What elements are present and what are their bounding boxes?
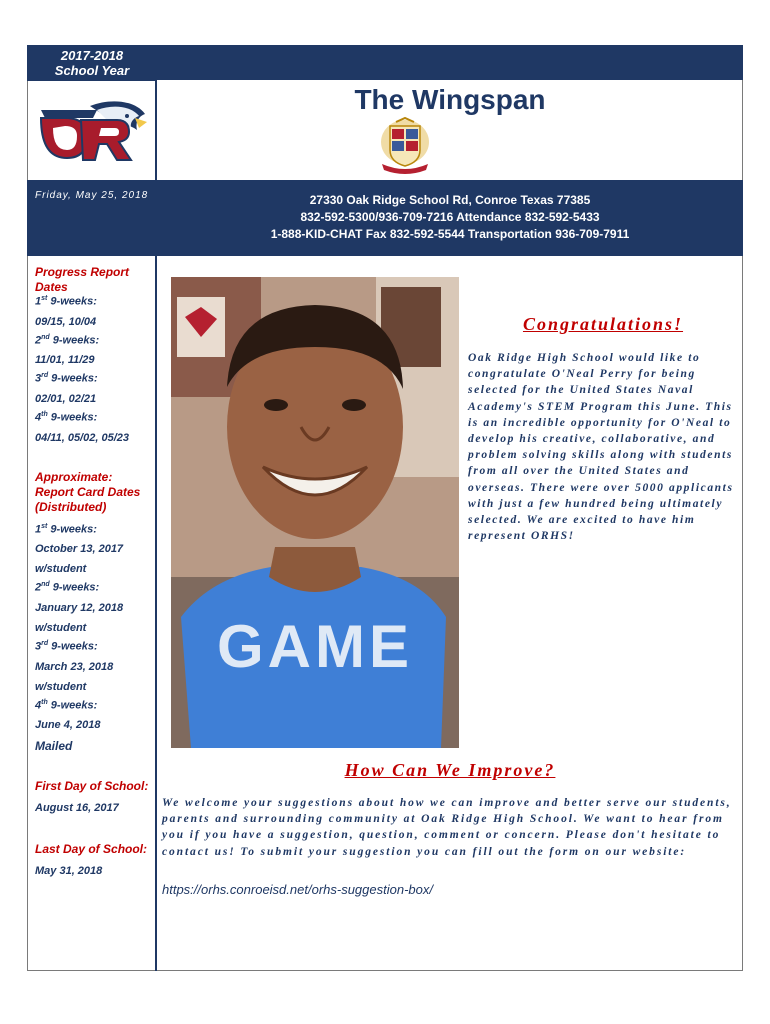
improve-body: We welcome your suggestions about how we can improve and better serve our students, parents and surrounding community at Oak Ridge High School. We want to hear from you if you have a suggestion, question, comment or concern. Please don't hesitate to contact us! To submit your suggestion you can fill out the form on our website: [162, 797, 732, 858]
progress-2-dates: 11/01, 11/29 [35, 354, 95, 367]
congratulations-heading: Congratulations! [522, 314, 684, 334]
contact-line: 1-888-KID-CHAT Fax 832-592-5544 Transportation 936-709-7911 [270, 227, 630, 241]
congratulations-body: Oak Ridge High School would like to congratulate O'Neal Perry for being selected for the United States Naval Academy's STEM Program this June. This is an incredible opportunity for O'Neal to develop his creative, collaborative, and problem solving skills along with students from all over the United States and overseas. There were over 5000 applicants with just a few hundred being ultimately selected. We are excited to have him represent ORHS! [468, 352, 734, 543]
progress-1-dates: 09/15, 10/04 [35, 315, 97, 328]
newsletter-title: The Wingspan [354, 84, 546, 115]
school-year-line2: School Year [54, 63, 130, 78]
hawk-logo-icon [35, 96, 150, 166]
improve-heading: How Can We Improve? [344, 760, 556, 780]
report-1-note: w/student [35, 563, 87, 576]
sidebar-content [35, 265, 153, 877]
issue-date-box [27, 180, 157, 256]
school-year-line1: 2017-2018 [60, 48, 124, 63]
report-2-label: 2nd 9-weeks: [35, 581, 100, 594]
student-photo [171, 277, 459, 748]
progress-4-label: 4th 9-weeks: [35, 410, 98, 424]
last-day-date: May 31, 2018 [35, 865, 103, 878]
report-2-date: January 12, 2018 [35, 601, 124, 614]
crest-icon [372, 116, 438, 178]
report-3-note: w/student [35, 680, 87, 693]
phone-line: 832-592-5300/936-709-7216 Attendance 832-592-5433 [300, 210, 600, 224]
report-4-note: Mailed [35, 739, 73, 754]
report-3-label: 3rd 9-weeks: [35, 639, 98, 653]
first-day-heading: First Day of School: [35, 779, 149, 794]
report-2-note: w/student [35, 621, 87, 634]
address-line: 27330 Oak Ridge School Rd, Conroe Texas 77385 [309, 193, 591, 207]
school-logo [35, 96, 150, 166]
report-1-date: October 13, 2017 [35, 543, 124, 556]
progress-report-heading: Progress Report Dates [35, 265, 130, 294]
progress-2-label: 2nd 9-weeks: [35, 333, 100, 347]
report-1-label: 1st 9-weeks: [35, 522, 97, 536]
shirt-text: GAME [217, 613, 413, 680]
report-4-date: June 4, 2018 [35, 719, 101, 732]
suggestion-box-link[interactable]: https://orhs.conroeisd.net/orhs-suggestion-box/ [162, 882, 433, 897]
report-3-date: March 23, 2018 [35, 660, 114, 673]
progress-3-dates: 02/01, 02/21 [35, 392, 97, 405]
contact-banner [157, 180, 743, 256]
school-year-box [27, 45, 157, 81]
progress-4-dates: 04/11, 05/02, 05/23 [35, 431, 129, 444]
school-crest [372, 116, 438, 178]
progress-1-label: 1st 9-weeks: [35, 295, 97, 308]
issue-date: Friday, May 25, 2018 [35, 190, 149, 201]
report-card-heading: Approximate: Report Card Dates (Distributed) [35, 469, 141, 514]
report-4-label: 4th 9-weeks: [35, 698, 98, 712]
progress-3-label: 3rd 9-weeks: [35, 372, 98, 385]
top-banner [157, 45, 743, 80]
first-day-date: August 16, 2017 [35, 802, 119, 815]
last-day-heading: Last Day of School: [35, 842, 148, 857]
